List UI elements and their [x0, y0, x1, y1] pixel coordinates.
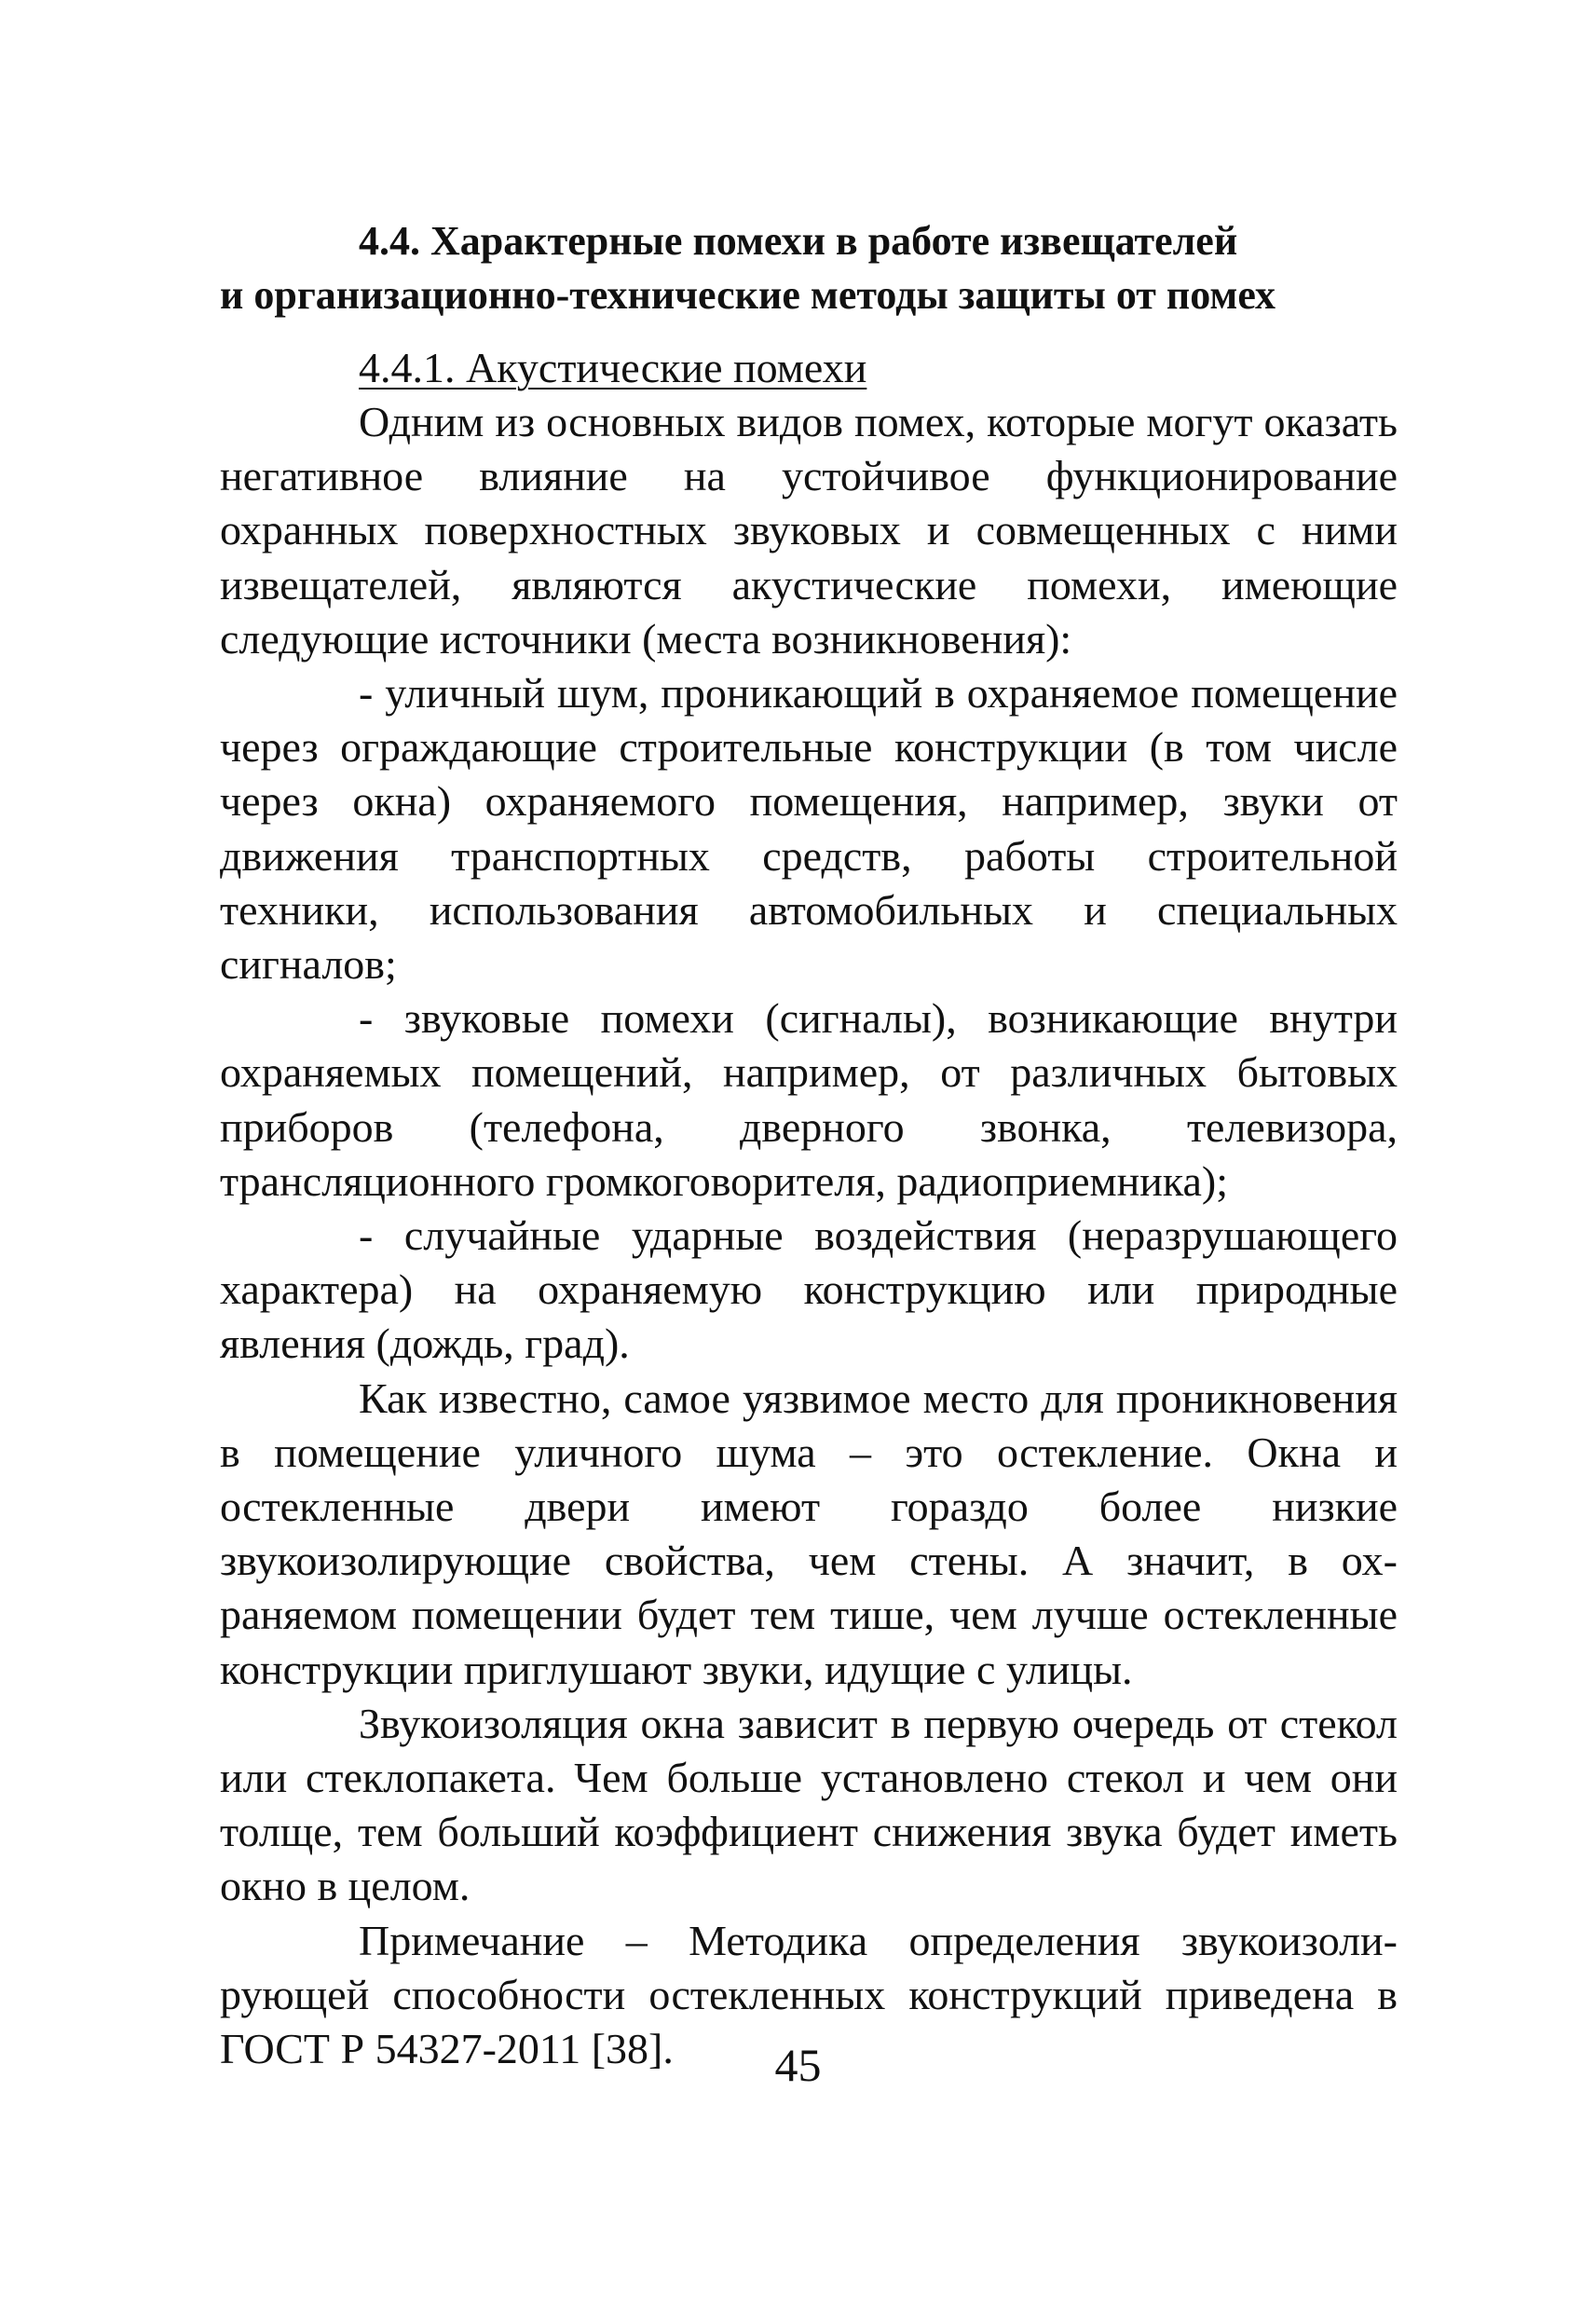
list-item-indoor-sounds: - звуковые помехи (сигналы), возникающие внутри охраняемых помещений, например, от различных бытовых приборов (телефона, дверного звонка, телевизора, трансляционного громкоговорителя, радиоприемника);	[220, 994, 1398, 1205]
list-item-impacts: - случайные ударные воздействия (неразрушающего характера) на охраняемую конструкцию или природные явления (дождь, град).	[220, 1211, 1398, 1368]
section-title-line-2: и организационно-технические методы защиты от помех	[220, 272, 1276, 318]
subsection-title-text: 4.4.1. Акустические помехи	[359, 344, 867, 391]
list-item-street-noise: - уличный шум, проникающий в охраняемое помещение через ограждающие строительные конструкции (в том числе через окна) охраняемого помещения, например, звуки от движения транспортных средств, работы строительной техники, использования автомобильных и специальных сигналов;	[220, 669, 1398, 989]
section-title-line-1: 4.4. Характерные помехи в работе извещателей	[359, 218, 1238, 264]
section-title	[220, 214, 1398, 322]
page-content	[220, 214, 1398, 2076]
subsection-title	[220, 341, 1398, 395]
page-number: 45	[774, 2039, 822, 2091]
paragraph-window-insulation: Звукоизоляция окна зависит в первую очередь от стекол или стеклопакета. Чем больше установлено стекол и чем они толще, тем больший коэффициент снижения звука будет иметь окно в целом.	[220, 1699, 1398, 1910]
paragraph-glazing: Как известно, самое уязвимое место для проникновения в помещение уличного шума – это остекление. Окна и остекленные двери имеют гораздо более низкие звукоизолирующие свойства, чем стены. А значит, в охраняемом помещении будет тем тише, чем лучше остекленные конструкции приглушают звуки, идущие с улицы.	[220, 1374, 1398, 1693]
paragraph-intro: Одним из основных видов помех, которые могут оказать негативное влияние на устойчивое функционирование охранных поверхностных звуковых и совмещенных с ними извещателей, являются акустические помехи, имеющие следующие источники (места возникновения):	[220, 398, 1398, 663]
paragraph-note: Примечание – Методика определения звукоизолирующей способности остекленных конструкций приведена в ГОСТ Р 54327-2011 [38].	[220, 1916, 1398, 2073]
